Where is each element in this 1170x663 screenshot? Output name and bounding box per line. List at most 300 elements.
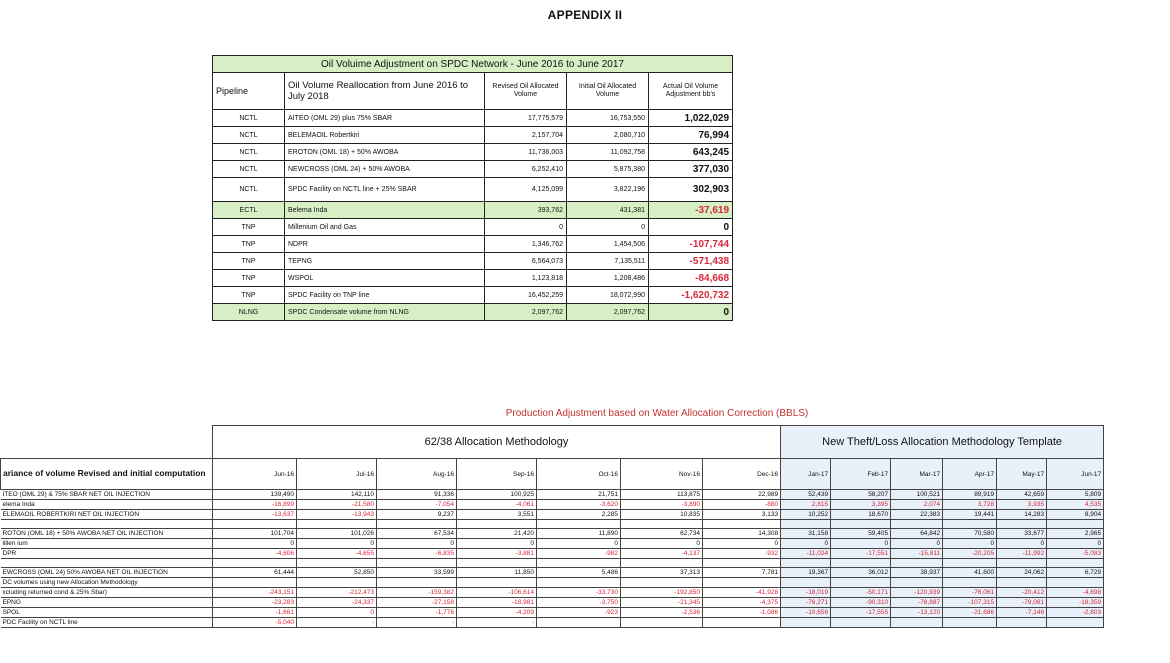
value-cell: -27,158 <box>377 598 457 608</box>
value-cell <box>703 520 781 529</box>
row-label: ROTON (OML 18) + 50% AWOBA NET OIL INJECTION <box>1 529 213 539</box>
adjustment-cell: 76,994 <box>649 127 733 144</box>
value-cell: 8,904 <box>1047 510 1104 520</box>
value-cell: -10,656 <box>781 608 831 618</box>
value-cell: 22,383 <box>891 510 943 520</box>
production-adjustment-table <box>0 425 1104 628</box>
value-cell: 0 <box>213 539 297 549</box>
value-cell <box>537 578 621 588</box>
table-row <box>1 608 1104 618</box>
month-header: May-17 <box>997 459 1047 490</box>
value-cell <box>621 578 703 588</box>
value-cell: -923 <box>537 608 621 618</box>
value-cell <box>213 559 297 568</box>
value-cell: -13,637 <box>213 510 297 520</box>
header-pipeline: Pipeline <box>213 73 285 110</box>
value-cell <box>781 578 831 588</box>
table-row <box>1 568 1104 578</box>
value-cell: 101,704 <box>213 529 297 539</box>
row-label: SPOL <box>1 608 213 618</box>
row-label: DC volumes using new Allocation Methodology <box>1 578 213 588</box>
value-cell: -20,412 <box>997 588 1047 598</box>
value-cell <box>457 559 537 568</box>
initial-cell: 16,753,550 <box>567 110 649 127</box>
company-cell: TEPNG <box>285 253 485 270</box>
value-cell: 14,308 <box>703 529 781 539</box>
revised-cell: 4,125,099 <box>485 178 567 202</box>
month-header: Jun-17 <box>1047 459 1104 490</box>
month-header: Sep-16 <box>457 459 537 490</box>
value-cell: 52,439 <box>781 490 831 500</box>
value-cell: 70,580 <box>943 529 997 539</box>
value-cell: -78,887 <box>891 598 943 608</box>
row-label: EWCROSS (OML 24) 50% AWOBA NET OIL INJECTION <box>1 568 213 578</box>
value-cell <box>621 520 703 529</box>
value-cell: -1,086 <box>703 608 781 618</box>
row-label: PDC Facility on NCTL line <box>1 618 213 628</box>
month-header: Mar-17 <box>891 459 943 490</box>
company-cell: WSPOL <box>285 270 485 287</box>
value-cell <box>213 520 297 529</box>
value-cell: 24,062 <box>997 568 1047 578</box>
value-cell: 4,535 <box>1047 500 1104 510</box>
initial-cell: 11,092,758 <box>567 144 649 161</box>
value-cell: 0 <box>377 539 457 549</box>
value-cell <box>703 618 781 628</box>
value-cell: 139,490 <box>213 490 297 500</box>
value-cell <box>703 559 781 568</box>
value-cell: 2,285 <box>537 510 621 520</box>
table2-title: Production Adjustment based on Water Allocation Correction (BBLS) <box>505 408 809 419</box>
value-cell: -17,551 <box>831 549 891 559</box>
value-cell: 0 <box>297 608 377 618</box>
initial-cell: 7,135,511 <box>567 253 649 270</box>
value-cell <box>831 618 891 628</box>
initial-cell: 431,381 <box>567 202 649 219</box>
value-cell: -3,881 <box>457 549 537 559</box>
value-cell: 42,659 <box>997 490 1047 500</box>
company-cell: Belema Inda <box>285 202 485 219</box>
value-cell: -192,850 <box>621 588 703 598</box>
value-cell: -1,661 <box>213 608 297 618</box>
value-cell <box>997 520 1047 529</box>
value-cell <box>703 578 781 588</box>
initial-cell: 1,208,486 <box>567 270 649 287</box>
row-label: ITEO (OML 29) & 75% SBAR NET OIL INJECTION <box>1 490 213 500</box>
value-cell: -2,803 <box>1047 608 1104 618</box>
value-cell: 6,729 <box>1047 568 1104 578</box>
company-cell: AITEO (OML 29) plus 75% SBAR <box>285 110 485 127</box>
value-cell: -4,655 <box>297 549 377 559</box>
value-cell: -90,310 <box>831 598 891 608</box>
adjustment-cell: -84,668 <box>649 270 733 287</box>
value-cell: -76,271 <box>781 598 831 608</box>
value-cell: -120,939 <box>891 588 943 598</box>
value-cell: 62,734 <box>621 529 703 539</box>
value-cell: 10,835 <box>621 510 703 520</box>
value-cell: -50,171 <box>831 588 891 598</box>
value-cell: 33,677 <box>997 529 1047 539</box>
value-cell: -41,928 <box>703 588 781 598</box>
table-row <box>1 598 1104 608</box>
value-cell: 2,815 <box>781 500 831 510</box>
value-cell: -33,730 <box>537 588 621 598</box>
table-row <box>213 236 733 253</box>
value-cell: -212,473 <box>297 588 377 598</box>
value-cell: 37,313 <box>621 568 703 578</box>
row-label: EPNG <box>1 598 213 608</box>
table-row <box>1 529 1104 539</box>
value-cell: -7,146 <box>997 608 1047 618</box>
row-label <box>1 559 213 568</box>
value-cell: 3,935 <box>997 500 1047 510</box>
pipeline-cell: TNP <box>213 219 285 236</box>
table-row <box>213 202 733 219</box>
value-cell: 58,207 <box>831 490 891 500</box>
initial-cell: 1,454,506 <box>567 236 649 253</box>
value-cell <box>781 520 831 529</box>
value-cell <box>781 618 831 628</box>
value-cell <box>1047 520 1104 529</box>
table-row <box>213 253 733 270</box>
revised-cell: 2,157,704 <box>485 127 567 144</box>
adjustment-cell: 0 <box>649 219 733 236</box>
initial-cell: 2,080,710 <box>567 127 649 144</box>
adjustment-cell: -571,438 <box>649 253 733 270</box>
month-header: Oct-16 <box>537 459 621 490</box>
row-header-label: ariance of volume Revised and initial computation <box>1 459 213 490</box>
adjustment-cell: -1,620,732 <box>649 287 733 304</box>
header-revised: Revised Oil Allocated Volume <box>485 73 567 110</box>
value-cell <box>781 559 831 568</box>
month-header: Dec-16 <box>703 459 781 490</box>
value-cell: - <box>297 618 377 628</box>
value-cell: 100,925 <box>457 490 537 500</box>
value-cell: 3,728 <box>943 500 997 510</box>
value-cell: -7,054 <box>377 500 457 510</box>
value-cell: -20,205 <box>943 549 997 559</box>
value-cell: -106,614 <box>457 588 537 598</box>
value-cell: 2,074 <box>891 500 943 510</box>
value-cell: 5,486 <box>537 568 621 578</box>
value-cell: 36,012 <box>831 568 891 578</box>
value-cell: 38,937 <box>891 568 943 578</box>
adjustment-cell: 0 <box>649 304 733 321</box>
value-cell: 31,158 <box>781 529 831 539</box>
company-cell: SPDC Facility on TNP line <box>285 287 485 304</box>
value-cell: 0 <box>703 539 781 549</box>
spacer-row <box>1 520 1104 529</box>
table-row <box>213 304 733 321</box>
revised-cell: 6,252,410 <box>485 161 567 178</box>
value-cell <box>1047 618 1104 628</box>
value-cell: -1,776 <box>377 608 457 618</box>
value-cell: - <box>457 618 537 628</box>
value-cell: -11,992 <box>997 549 1047 559</box>
company-cell: SPDC Facility on NCTL line + 25% SBAR <box>285 178 485 202</box>
value-cell <box>457 578 537 588</box>
value-cell: 64,842 <box>891 529 943 539</box>
table-row <box>213 178 733 202</box>
header-initial: Initial Oil Allocated Volume <box>567 73 649 110</box>
value-cell: 61,444 <box>213 568 297 578</box>
value-cell <box>297 559 377 568</box>
month-header: Feb-17 <box>831 459 891 490</box>
value-cell: 18,670 <box>831 510 891 520</box>
pipeline-cell: TNP <box>213 236 285 253</box>
value-cell: 19,367 <box>781 568 831 578</box>
value-cell: -2,536 <box>621 608 703 618</box>
value-cell: -18,981 <box>457 598 537 608</box>
value-cell <box>621 559 703 568</box>
value-cell: 0 <box>457 539 537 549</box>
value-cell: 11,850 <box>457 568 537 578</box>
row-label: elema Inda <box>1 500 213 510</box>
row-label: lillen ium <box>1 539 213 549</box>
month-header: Nov-16 <box>621 459 703 490</box>
section-right-header: New Theft/Loss Allocation Methodology Template <box>781 426 1104 459</box>
value-cell <box>537 559 621 568</box>
value-cell: 3,395 <box>831 500 891 510</box>
value-cell <box>1047 578 1104 588</box>
value-cell: 142,110 <box>297 490 377 500</box>
value-cell <box>213 578 297 588</box>
value-cell: 0 <box>943 539 997 549</box>
value-cell: 52,850 <box>297 568 377 578</box>
value-cell <box>943 559 997 568</box>
spacer-row <box>1 559 1104 568</box>
value-cell <box>297 520 377 529</box>
adjustment-cell: 302,903 <box>649 178 733 202</box>
value-cell <box>1047 559 1104 568</box>
initial-cell: 5,875,380 <box>567 161 649 178</box>
value-cell: -982 <box>537 549 621 559</box>
table-row <box>213 287 733 304</box>
table-row <box>1 510 1104 520</box>
value-cell <box>891 618 943 628</box>
value-cell: 91,336 <box>377 490 457 500</box>
section-spacer <box>1 426 213 459</box>
adjustment-cell: 643,245 <box>649 144 733 161</box>
month-header: Jul-16 <box>297 459 377 490</box>
value-cell: -4,137 <box>621 549 703 559</box>
month-header: Jan-17 <box>781 459 831 490</box>
value-cell <box>831 578 891 588</box>
pipeline-cell: NCTL <box>213 127 285 144</box>
adjustment-cell: -107,744 <box>649 236 733 253</box>
initial-cell: 0 <box>567 219 649 236</box>
value-cell: -79,061 <box>997 598 1047 608</box>
company-cell: BELEMAOIL Robertkiri <box>285 127 485 144</box>
value-cell: -4,209 <box>457 608 537 618</box>
value-cell: 0 <box>537 539 621 549</box>
row-label: DPR <box>1 549 213 559</box>
value-cell <box>997 559 1047 568</box>
value-cell: 22,989 <box>703 490 781 500</box>
value-cell: -5,083 <box>1047 549 1104 559</box>
revised-cell: 16,452,259 <box>485 287 567 304</box>
value-cell: -15,811 <box>891 549 943 559</box>
value-cell: 59,405 <box>831 529 891 539</box>
value-cell <box>377 559 457 568</box>
month-header: Apr-17 <box>943 459 997 490</box>
value-cell: 21,420 <box>457 529 537 539</box>
pipeline-cell: NLNG <box>213 304 285 321</box>
table1-title: Oil Voluime Adjustment on SPDC Network - June 2016 to June 2017 <box>213 56 733 73</box>
adjustment-cell: 377,030 <box>649 161 733 178</box>
value-cell: -13,943 <box>297 510 377 520</box>
row-label <box>1 520 213 529</box>
value-cell: 0 <box>831 539 891 549</box>
value-cell: -18,019 <box>781 588 831 598</box>
value-cell: -3,620 <box>537 500 621 510</box>
value-cell: -3,890 <box>621 500 703 510</box>
value-cell: 3,551 <box>457 510 537 520</box>
value-cell: -4,698 <box>1047 588 1104 598</box>
table-row <box>1 549 1104 559</box>
value-cell <box>377 578 457 588</box>
company-cell: Millenium Oil and Gas <box>285 219 485 236</box>
table-row <box>213 127 733 144</box>
company-cell: NDPR <box>285 236 485 253</box>
value-cell: 0 <box>1047 539 1104 549</box>
adjustment-cell: 1,022,029 <box>649 110 733 127</box>
pipeline-cell: TNP <box>213 287 285 304</box>
pipeline-cell: NCTL <box>213 161 285 178</box>
value-cell: -6,835 <box>377 549 457 559</box>
value-cell: -4,375 <box>703 598 781 608</box>
table-row <box>1 578 1104 588</box>
value-cell: 9,237 <box>377 510 457 520</box>
pipeline-cell: TNP <box>213 270 285 287</box>
value-cell: 100,521 <box>891 490 943 500</box>
value-cell <box>943 578 997 588</box>
pipeline-cell: NCTL <box>213 110 285 127</box>
value-cell: 11,890 <box>537 529 621 539</box>
value-cell: -107,315 <box>943 598 997 608</box>
value-cell: 0 <box>621 539 703 549</box>
initial-cell: 2,097,762 <box>567 304 649 321</box>
value-cell: 67,534 <box>377 529 457 539</box>
value-cell <box>831 559 891 568</box>
adjustment-cell: -37,619 <box>649 202 733 219</box>
value-cell: 33,599 <box>377 568 457 578</box>
value-cell: 14,283 <box>997 510 1047 520</box>
value-cell: 2,965 <box>1047 529 1104 539</box>
initial-cell: 18,072,990 <box>567 287 649 304</box>
value-cell: - <box>377 618 457 628</box>
value-cell: -4,606 <box>213 549 297 559</box>
table-row <box>213 270 733 287</box>
value-cell: -13,120 <box>891 608 943 618</box>
table-row <box>213 110 733 127</box>
value-cell: -243,151 <box>213 588 297 598</box>
initial-cell: 3,822,196 <box>567 178 649 202</box>
revised-cell: 6,564,073 <box>485 253 567 270</box>
revised-cell: 2,097,762 <box>485 304 567 321</box>
value-cell <box>997 618 1047 628</box>
value-cell <box>377 520 457 529</box>
table-row <box>213 219 733 236</box>
header-reallocation: Oil Volume Reallocation from June 2016 to July 2018 <box>285 73 485 110</box>
revised-cell: 1,123,818 <box>485 270 567 287</box>
value-cell <box>457 520 537 529</box>
revised-cell: 1,346,762 <box>485 236 567 253</box>
value-cell: 41,600 <box>943 568 997 578</box>
value-cell: 113,875 <box>621 490 703 500</box>
pipeline-cell: TNP <box>213 253 285 270</box>
value-cell: -16,899 <box>213 500 297 510</box>
value-cell: 0 <box>997 539 1047 549</box>
table-row <box>1 500 1104 510</box>
value-cell: 0 <box>891 539 943 549</box>
value-cell: -3,750 <box>537 598 621 608</box>
value-cell: 89,919 <box>943 490 997 500</box>
revised-cell: 17,775,579 <box>485 110 567 127</box>
value-cell: -21,345 <box>621 598 703 608</box>
value-cell: 7,781 <box>703 568 781 578</box>
pipeline-cell: ECTL <box>213 202 285 219</box>
value-cell: 10,252 <box>781 510 831 520</box>
value-cell <box>943 618 997 628</box>
revised-cell: 0 <box>485 219 567 236</box>
table-row <box>213 144 733 161</box>
value-cell: 5,809 <box>1047 490 1104 500</box>
appendix-title: APPENDIX II <box>547 8 623 22</box>
value-cell <box>891 578 943 588</box>
value-cell: -17,555 <box>831 608 891 618</box>
oil-volume-adjustment-table <box>212 55 733 321</box>
value-cell: -932 <box>703 549 781 559</box>
value-cell: -24,337 <box>297 598 377 608</box>
value-cell: 19,441 <box>943 510 997 520</box>
company-cell: NEWCROSS (OML 24) + 50% AWOBA <box>285 161 485 178</box>
value-cell: -11,024 <box>781 549 831 559</box>
value-cell <box>997 578 1047 588</box>
revised-cell: 11,736,003 <box>485 144 567 161</box>
value-cell: -21,580 <box>297 500 377 510</box>
value-cell <box>891 520 943 529</box>
value-cell: 0 <box>297 539 377 549</box>
value-cell: -23,283 <box>213 598 297 608</box>
value-cell: 21,751 <box>537 490 621 500</box>
company-cell: SPDC Condensate volume from NLNG <box>285 304 485 321</box>
value-cell: 101,026 <box>297 529 377 539</box>
value-cell: -4,061 <box>457 500 537 510</box>
table-row <box>1 539 1104 549</box>
value-cell: 0 <box>781 539 831 549</box>
value-cell: -880 <box>703 500 781 510</box>
value-cell <box>891 559 943 568</box>
value-cell: -21,686 <box>943 608 997 618</box>
value-cell <box>297 578 377 588</box>
value-cell: -5,040 <box>213 618 297 628</box>
value-cell: -76,061 <box>943 588 997 598</box>
pipeline-cell: NCTL <box>213 144 285 161</box>
table-row <box>213 161 733 178</box>
pipeline-cell: NCTL <box>213 178 285 202</box>
value-cell: -159,382 <box>377 588 457 598</box>
value-cell <box>621 618 703 628</box>
month-header: Aug-16 <box>377 459 457 490</box>
table-row <box>1 618 1104 628</box>
value-cell <box>831 520 891 529</box>
value-cell <box>537 618 621 628</box>
value-cell <box>537 520 621 529</box>
company-cell: EROTON (OML 18) + 50% AWOBA <box>285 144 485 161</box>
section-left-header: 62/38 Allocation Methodology <box>213 426 781 459</box>
row-label: ELEMAOIL ROBERTKIRI NET OIL INJECTION <box>1 510 213 520</box>
